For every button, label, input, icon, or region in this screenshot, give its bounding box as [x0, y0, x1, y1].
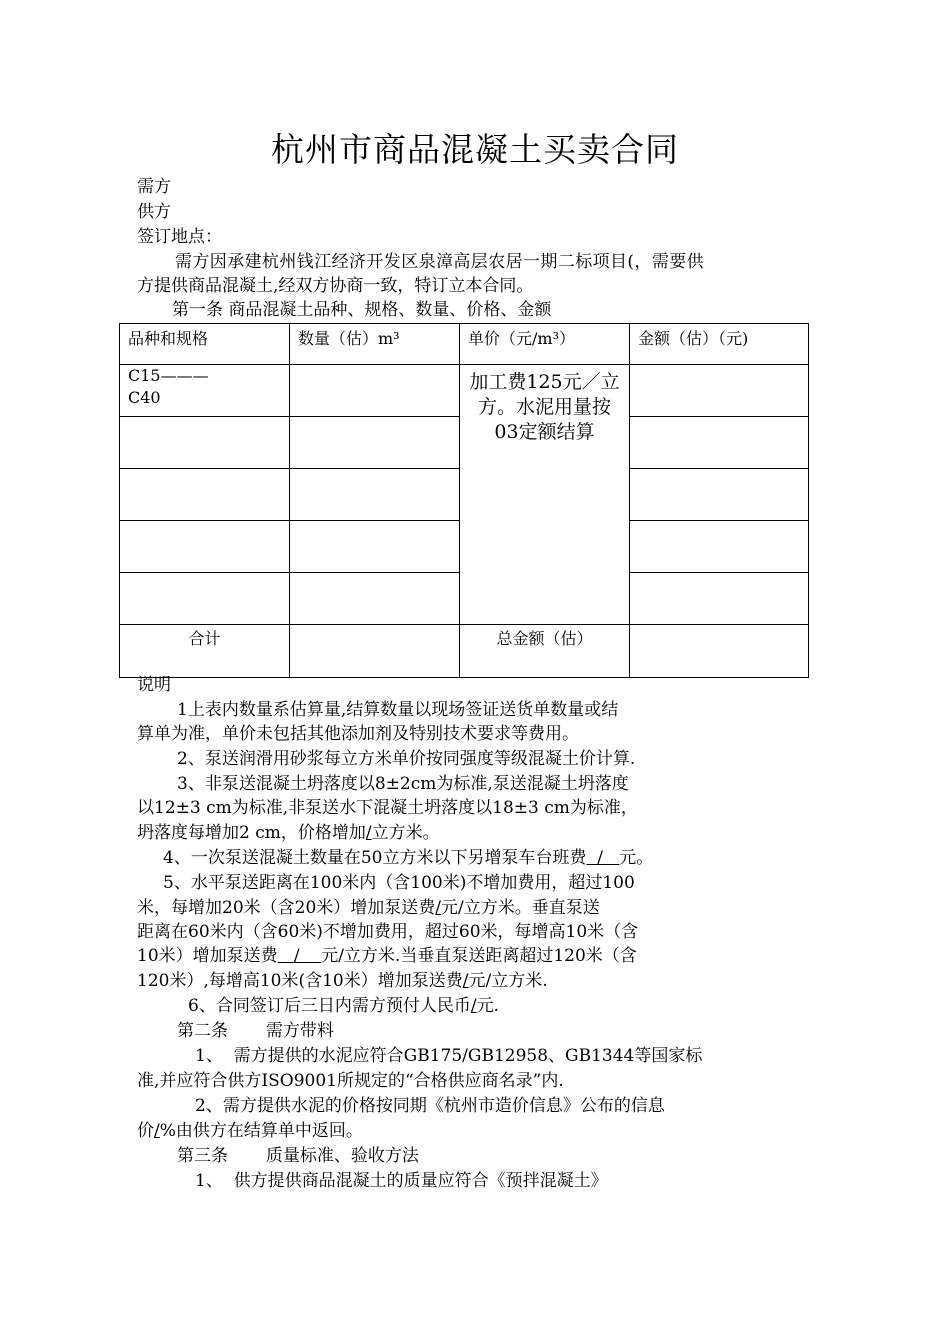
header-amount: 金额（估）（元) — [630, 324, 809, 365]
note-5-line-4 — [137, 945, 637, 967]
note-5-text: 10米）增加泵送费 — [137, 946, 278, 966]
note-6-end: 元. — [476, 996, 499, 1016]
article-2-clause-1-line-1: 1、 需方提供的水泥应符合GB175/GB12958、GB1344等国家标 — [195, 1046, 703, 1066]
note-4 — [163, 847, 653, 869]
spec-grade-range-end: C40 — [128, 388, 161, 407]
intro-line-1: 需方因承建杭州钱江经济开发区泉漳高层农居一期二标项目(，需要供 — [175, 252, 705, 272]
note-6-blank: / — [470, 996, 477, 1016]
note-6 — [188, 995, 499, 1017]
article-2-clause-2-line-2 — [137, 1120, 363, 1142]
table-header-row — [120, 324, 809, 365]
quantity-cell — [290, 573, 460, 625]
spec-grade-range-start: C15——— — [128, 366, 209, 385]
note-5-text: 120米）,每增高10米(含10米）增加泵送费 — [137, 971, 463, 991]
unit-price-cell: 加工费125元／立方。水泥用量按03定额结算 — [460, 365, 630, 625]
article-2-heading: 第二条 需方带料 — [177, 1021, 334, 1041]
note-2: 2、泵送润滑用砂浆每立方米单价按同强度等级混凝土价计算. — [177, 749, 636, 769]
header-quantity: 数量（估）m³ — [290, 324, 460, 365]
grand-total-amount-cell — [630, 625, 809, 678]
note-5-line-2 — [137, 897, 600, 919]
spec-cell — [120, 417, 290, 469]
note-5-line-3: 距离在60米内（含60米)不增加费用，超过60米，每增高10米（含 — [137, 922, 639, 942]
spec-cell — [120, 365, 290, 417]
table-row — [120, 365, 809, 417]
quantity-cell — [290, 521, 460, 573]
quantity-cell — [290, 417, 460, 469]
note-5-text-end: 元/立方米.当垂直泵送距离超过120米（含 — [321, 946, 637, 966]
signing-place-label: 签订地点： — [137, 227, 222, 247]
note-5-text-end: 元/立方米. — [468, 971, 548, 991]
spec-price-table — [119, 323, 809, 678]
amount-cell — [630, 573, 809, 625]
spec-cell — [120, 573, 290, 625]
amount-cell — [630, 521, 809, 573]
article-3-clause-1: 1、 供方提供商品混凝土的质量应符合《预拌混凝土》 — [195, 1171, 608, 1191]
header-spec: 品种和规格 — [120, 324, 290, 365]
article-2-text: 价 — [137, 1121, 154, 1141]
quantity-cell — [290, 365, 460, 417]
amount-cell — [630, 469, 809, 521]
note-3-line-1: 3、非泵送混凝土坍落度以8±2cm为标准,泵送混凝土坍落度 — [177, 774, 629, 794]
total-label: 合计 — [120, 625, 290, 678]
note-3-line-2: 以12±3 cm为标准,非泵送水下混凝土坍落度以18±3 cm为标准， — [137, 798, 638, 818]
total-quantity-cell — [290, 625, 460, 678]
note-3-line-3 — [137, 822, 440, 844]
article-2-clause-1-line-2: 准,并应符合供方ISO9001所规定的“合格供应商名录”内. — [137, 1071, 564, 1091]
note-5-text: 米，每增加20米（含20米）增加泵送费 — [137, 898, 436, 918]
note-3-blank: / — [365, 823, 372, 843]
notes-heading: 说明 — [137, 675, 171, 695]
grand-total-label: 总金额（估） — [460, 625, 630, 678]
document-title: 杭州市商品混凝土买卖合同 — [271, 130, 679, 169]
amount-cell — [630, 365, 809, 417]
quantity-cell — [290, 469, 460, 521]
spec-cell — [120, 469, 290, 521]
article-1-heading: 第一条 商品混凝土品种、规格、数量、价格、金额 — [172, 300, 552, 320]
note-5-blank: / — [435, 898, 441, 918]
buyer-label: 需方 — [137, 177, 171, 197]
note-4-blank: / — [586, 848, 620, 868]
note-1-line-2: 算单为准，单价未包括其他添加剂及特别技术要求等费用。 — [137, 724, 579, 744]
article-2-blank: / — [154, 1121, 160, 1141]
article-2-clause-2-line-1: 2、需方提供水泥的价格按同期《杭州市造价信息》公布的信息 — [195, 1096, 665, 1116]
article-2-text-end: %由供方在结算单中返回。 — [159, 1121, 363, 1141]
note-1-line-1: 1上表内数量系估算量,结算数量以现场签证送货单数量或结 — [177, 700, 619, 720]
note-3-end: 立方米。 — [371, 823, 440, 843]
note-5-line-5 — [137, 970, 548, 992]
note-4-end: 元。 — [619, 848, 654, 868]
amount-cell — [630, 417, 809, 469]
note-3-text: 坍落度每增加2 cm，价格增加 — [137, 823, 366, 843]
seller-label: 供方 — [137, 202, 171, 222]
article-3-heading: 第三条 质量标准、验收方法 — [177, 1146, 419, 1166]
intro-line-2: 方提供商品混凝土,经双方协商一致，特订立本合同。 — [137, 276, 534, 296]
table-total-row — [120, 625, 809, 678]
header-unit-price: 单价（元/m³） — [460, 324, 630, 365]
note-6-text: 6、合同签订后三日内需方预付人民币 — [188, 996, 471, 1016]
note-5-blank: / — [462, 971, 469, 991]
spec-cell — [120, 521, 290, 573]
note-4-text: 4、一次泵送混凝土数量在50立方米以下另增泵车台班费 — [163, 848, 587, 868]
note-5-line-1: 5、水平泵送距离在100米内（含100米)不增加费用，超过100 — [163, 873, 635, 893]
note-5-blank: / — [277, 946, 322, 966]
note-5-text-end: 元/立方米。垂直泵送 — [441, 898, 600, 918]
